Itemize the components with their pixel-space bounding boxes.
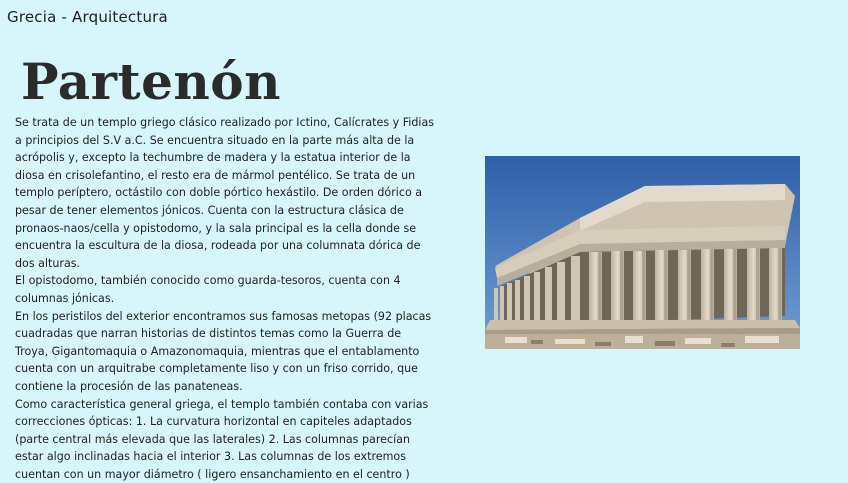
- section-header: Grecia - Arquitectura: [7, 8, 168, 26]
- paragraph-1: Se trata de un templo griego clásico realizado por Ictino, Calícrates y Fidias a principios del S.V a.C. Se encuentra situado en la parte más alta de la acrópolis y, excepto la techumbre de madera y la estatua interior de la diosa en crisolefantino, el resto era de mármol pentélico. Se trata de un templo períptero, octástilo con doble pórtico hexástilo. De orden dórico a pesar de tener elementos jónicos. Cuenta con la estructura clásica de pronaos-naos/cella y opistodomo, y la sala principal es la cella donde se encuentra la escultura de la diosa, rodeada por una columnata dórica de dos alturas.: [15, 114, 435, 272]
- paragraph-3: En los peristilos del exterior encontramos sus famosas metopas (92 placas cuadradas que narran historias de distintos temas como la Guerra de Troya, Gigantomaquia o Amazonomaquia, mientras que el entablamento cuenta con un arquitrabe completamente liso y con un friso corrido, que contiene la procesión de las panateneas.: [15, 308, 435, 396]
- parthenon-photo: [485, 156, 800, 349]
- slide-title: Partenón: [21, 50, 281, 114]
- paragraph-4: Como característica general griega, el templo también contaba con varias correcciones ópticas: 1. La curvatura horizontal en capiteles adaptados (parte central más elevada que las laterales) 2. Las columnas parecían estar algo inclinadas hacia el interior 3. Las columnas de los extremos cuentan con un mayor diámetro ( ligero ensanchamiento en el centro ): [15, 396, 435, 483]
- body-text: [15, 114, 435, 483]
- paragraph-2: El opistodomo, también conocido como guarda-tesoros, cuenta con 4 columnas jónicas.: [15, 272, 435, 307]
